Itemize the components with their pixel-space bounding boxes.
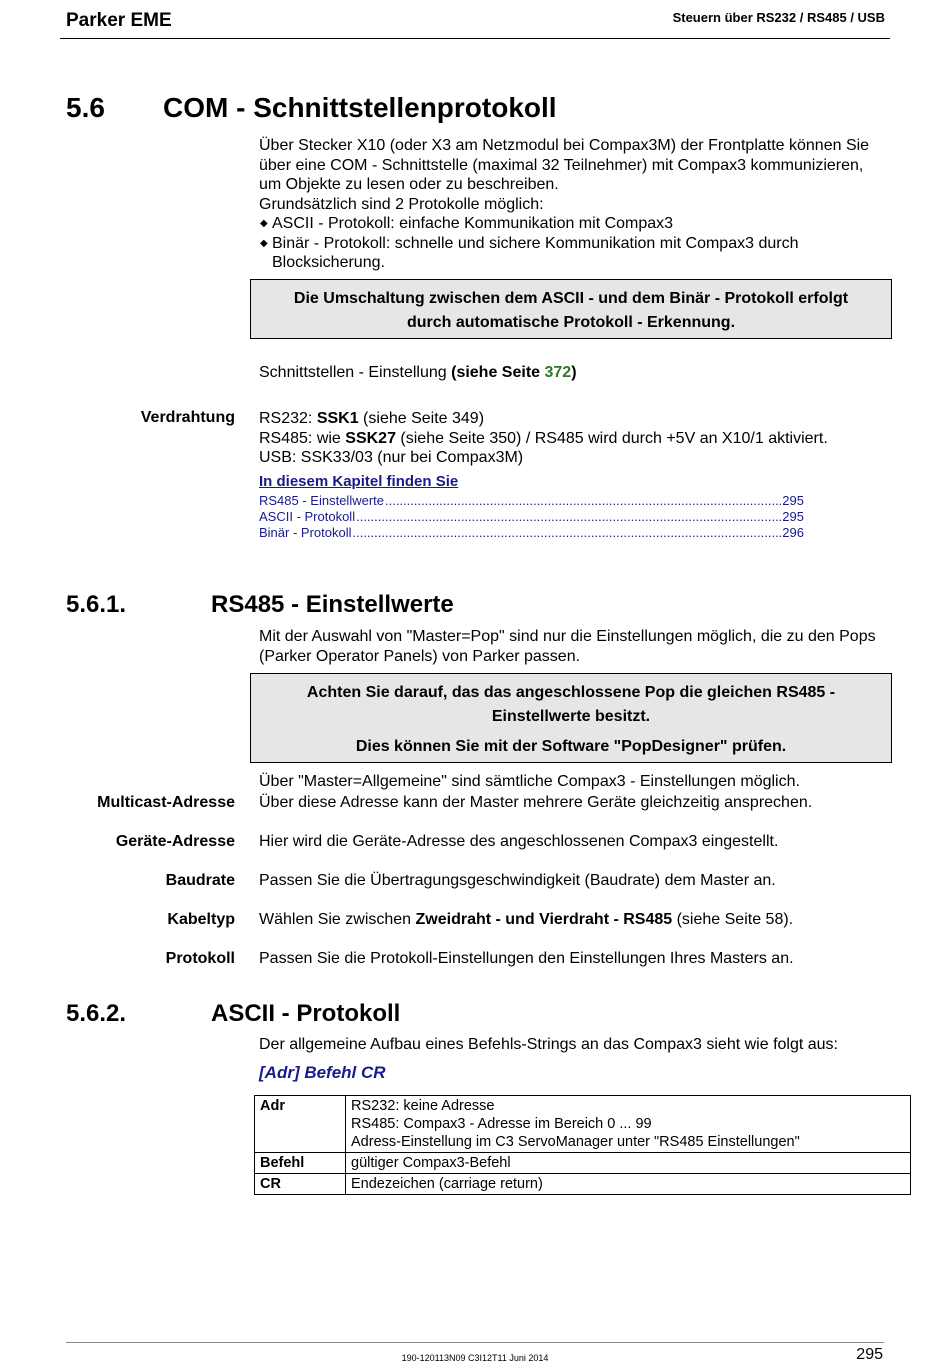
- bullet-text: Binär - Protokoll: schnelle und sichere Kommunikation mit Compax3 durch Blocksicherung.: [272, 234, 799, 271]
- wiring-rs485: RS485: wie SSK27 (siehe Seite 350) / RS485 wird durch +5V an X10/1 aktiviert.: [259, 429, 828, 447]
- settings-ref-close: ): [571, 364, 577, 381]
- table-row: [255, 1153, 911, 1174]
- rs485-intro: Mit der Auswahl von "Master=Pop" sind nur die Einstellungen möglich, die zu den Pops (Parker Operator Panels) von Parker passen.: [259, 628, 876, 665]
- section-intro: [259, 136, 889, 273]
- ascii-intro: Der allgemeine Aufbau eines Befehls-Strings an das Compax3 sieht wie folgt aus:: [259, 1036, 838, 1053]
- note-box-protocol: [250, 279, 892, 339]
- settings-ref: (siehe Seite: [451, 364, 545, 381]
- margin-label-verdrahtung: Verdrahtung: [140, 409, 235, 426]
- master-text: Über "Master=Allgemeine" sind sämtliche Compax3 - Einstellungen möglich.: [259, 773, 800, 790]
- diamond-bullet-icon: ◆: [260, 237, 268, 249]
- toc-entry[interactable]: ASCII - Protokoll ..... 295: [259, 509, 804, 525]
- settings-line: [259, 363, 889, 383]
- table-row: [255, 1096, 911, 1153]
- settings-page-link[interactable]: 372: [544, 364, 572, 381]
- wiring-block: [259, 409, 889, 468]
- grund-text: Grundsätzlich sind 2 Protokolle möglich:: [259, 195, 544, 213]
- section-number: 5.6: [66, 92, 105, 123]
- protokoll-text: Passen Sie die Protokoll-Einstellungen den Einstellungen Ihres Masters an.: [259, 950, 794, 967]
- baudrate-text: Passen Sie die Übertragungsgeschwindigkeit (Baudrate) dem Master an.: [259, 872, 776, 889]
- intro-text: Über Stecker X10 (oder X3 am Netzmodul bei Compax3M) der Frontplatte können Sie über eine COM - Schnittstelle (maximal 32 Teilnehmer) mit Compax3 kommunizieren, um Objekte zu lesen oder zu beschreiben.: [259, 137, 870, 193]
- table-key: Befehl: [255, 1153, 346, 1174]
- footer-doc-code: 190-120113N09 C3I12T11 Juni 2014: [401, 1353, 549, 1363]
- note-text-2: Dies können Sie mit der Software "PopDesigner" prüfen.: [355, 738, 787, 755]
- settings-text: Schnittstellen - Einstellung: [259, 364, 452, 381]
- subsection-number-rs485: 5.6.1.: [66, 591, 127, 618]
- note-text-1: Achten Sie darauf, das das angeschlossene Pop die gleichen RS485 - Einstellwerte besitzt.: [306, 684, 836, 725]
- multicast-text: Über diese Adresse kann der Master mehrere Geräte gleichzeitig ansprechen.: [259, 794, 813, 811]
- header-brand: Parker EME: [66, 10, 172, 31]
- diamond-bullet-icon: ◆: [260, 218, 268, 229]
- table-key: Adr: [255, 1096, 346, 1153]
- margin-label-multicast: Multicast-Adresse: [97, 794, 235, 811]
- subsection-title-ascii: ASCII - Protokoll: [211, 1000, 401, 1027]
- table-row: [255, 1174, 911, 1195]
- toc-heading: [259, 472, 889, 492]
- header-chapter: Steuern über RS232 / RS485 / USB: [672, 10, 885, 25]
- table-value: RS232: keine Adresse RS485: Compax3 - Adresse im Bereich 0 ... 99 Adress-Einstellung im C3 ServoManager unter "RS485 Einstellungen": [346, 1096, 911, 1153]
- margin-label-baudrate: Baudrate: [165, 872, 235, 889]
- section-title: COM - Schnittstellenprotokoll: [163, 92, 557, 123]
- geraete-text: Hier wird die Geräte-Adresse des angeschlossenen Compax3 eingestellt.: [259, 833, 779, 850]
- command-syntax: [Adr] Befehl CR: [259, 1063, 386, 1082]
- bullet-binary: [259, 234, 889, 273]
- footer-divider: [66, 1342, 884, 1343]
- table-key: CR: [255, 1174, 346, 1195]
- header-divider: [60, 38, 890, 39]
- subsection-title-rs485: RS485 - Einstellwerte: [211, 591, 454, 618]
- margin-label-kabeltyp: Kabeltyp: [167, 911, 235, 928]
- toc-list: [259, 493, 804, 541]
- footer-page-number: 295: [856, 1346, 883, 1363]
- note-box-pop: [250, 673, 892, 763]
- toc-entry[interactable]: Binär - Protokoll ..... 296: [259, 525, 804, 541]
- margin-label-protokoll: Protokoll: [165, 950, 235, 967]
- table-value: Endezeichen (carriage return): [346, 1174, 911, 1195]
- wiring-usb: USB: SSK33/03 (nur bei Compax3M): [259, 449, 524, 466]
- margin-label-geraete: Geräte-Adresse: [115, 833, 235, 850]
- table-value: gültiger Compax3-Befehl: [346, 1153, 911, 1174]
- wiring-rs232: RS232: SSK1 (siehe Seite 349): [259, 410, 485, 427]
- subsection-number-ascii: 5.6.2.: [66, 1000, 127, 1027]
- kabeltyp-text: Wählen Sie zwischen Zweidraht - und Vierdraht - RS485 (siehe Seite 58).: [259, 911, 794, 928]
- toc-entry[interactable]: RS485 - Einstellwerte ..... 295: [259, 493, 804, 509]
- ascii-command-table: [254, 1095, 911, 1195]
- note-text: Die Umschaltung zwischen dem ASCII - und dem Binär - Protokoll erfolgt durch automatische Protokoll - Erkennung.: [293, 290, 849, 331]
- toc-title: In diesem Kapitel finden Sie: [259, 473, 459, 490]
- bullet-text: ASCII - Protokoll: einfache Kommunikation mit Compax3: [272, 215, 674, 232]
- bullet-ascii: [259, 214, 889, 234]
